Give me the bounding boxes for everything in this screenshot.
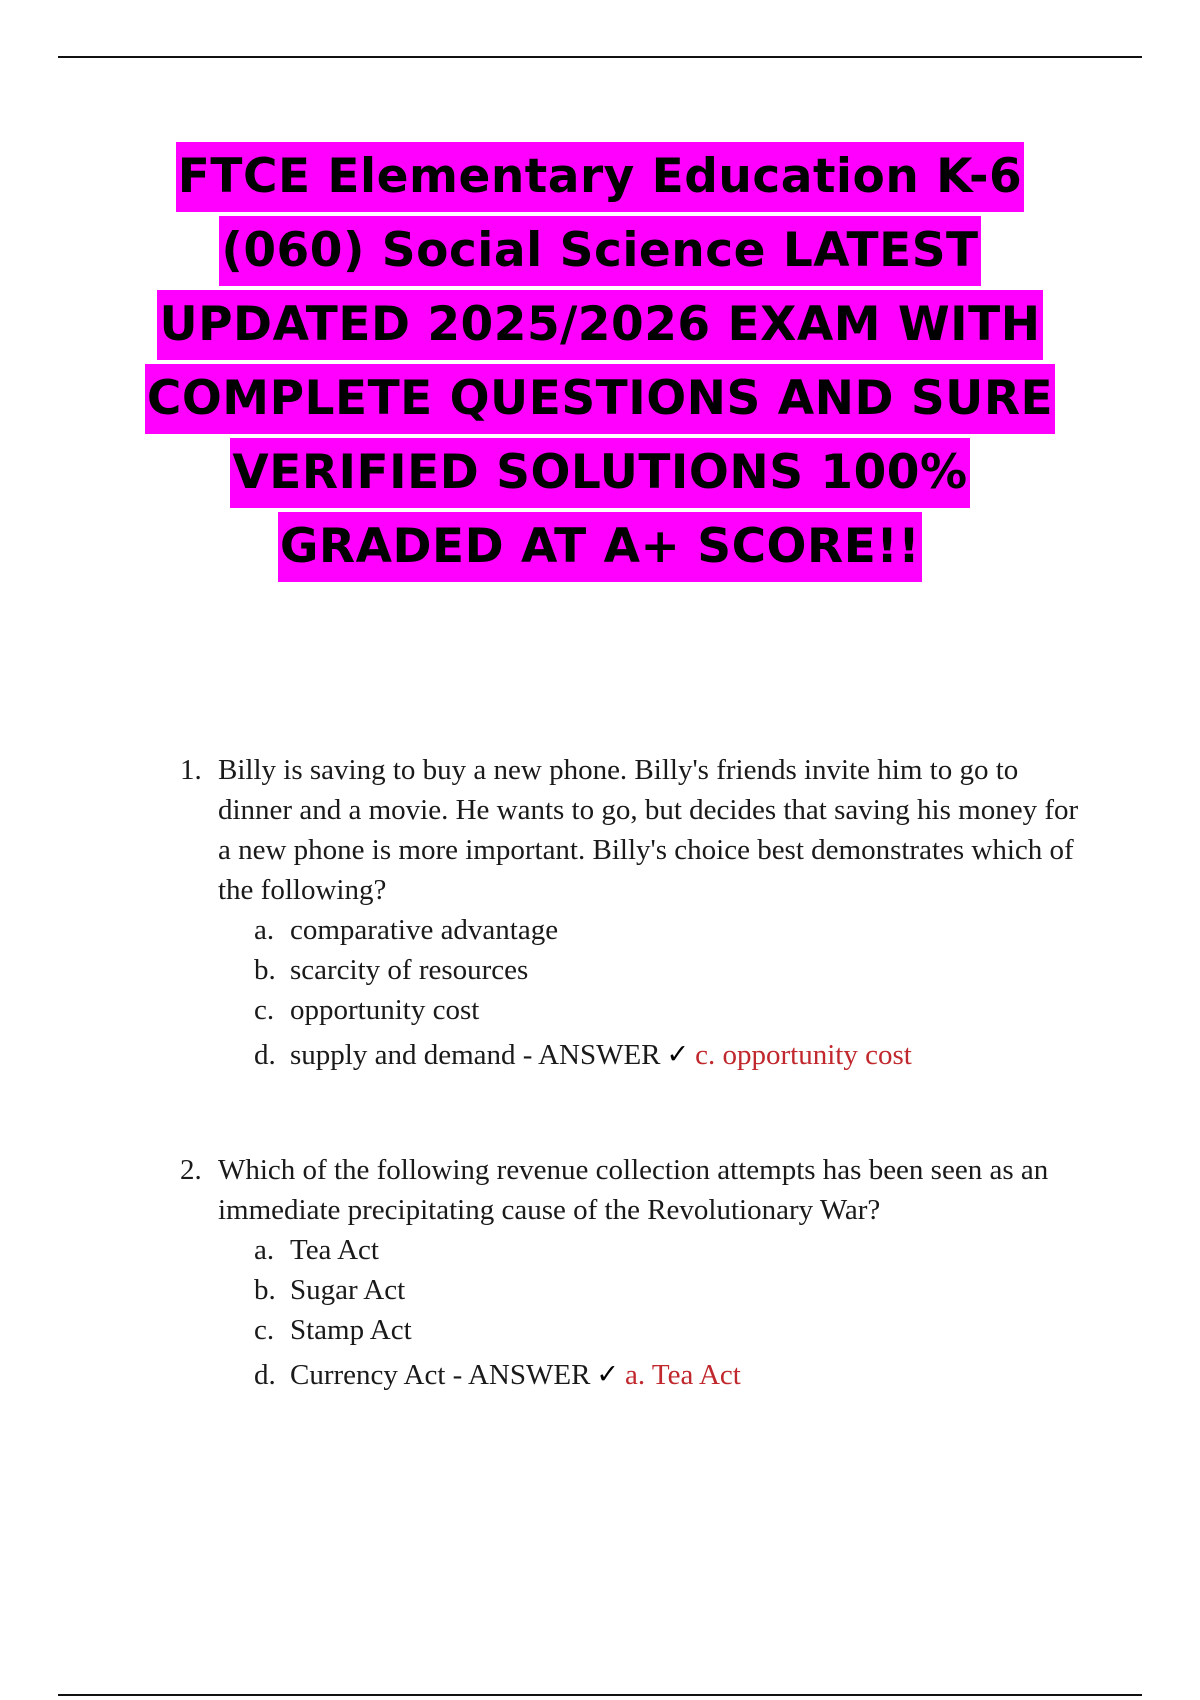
option-text: opportunity cost <box>290 994 480 1026</box>
checkmark-icon: ✓ <box>666 1039 690 1070</box>
option-letter: a. <box>254 1234 275 1266</box>
title-line: FTCE Elementary Education K-6 <box>0 142 1200 216</box>
title-line: UPDATED 2025/2026 EXAM WITH <box>0 290 1200 364</box>
question-stem <box>180 1150 1080 1230</box>
option-letter: c. <box>254 1314 275 1346</box>
option-letter: a. <box>254 914 275 946</box>
question-text: Which of the following revenue collection attempts has been seen as an immediate precipitating cause of the Revolutionary War? <box>218 1154 1049 1226</box>
answer-text: c. opportunity cost <box>695 1039 912 1071</box>
option-text: Currency Act - ANSWER <box>290 1359 591 1391</box>
option-item <box>254 990 1080 1030</box>
title-line: GRADED AT A+ SCORE!! <box>0 512 1200 586</box>
option-letter: c. <box>254 994 275 1026</box>
title-line: (060) Social Science LATEST <box>0 216 1200 290</box>
option-text: scarcity of resources <box>290 954 529 986</box>
option-letter: b. <box>254 1274 276 1306</box>
answer-text: a. Tea Act <box>625 1359 741 1391</box>
question-number: 2. <box>180 1154 202 1186</box>
option-letter: b. <box>254 954 276 986</box>
question-number: 1. <box>180 754 202 786</box>
option-item <box>254 1350 1080 1398</box>
option-letter: d. <box>254 1359 276 1391</box>
option-item <box>254 950 1080 990</box>
option-text: Stamp Act <box>290 1314 412 1346</box>
bottom-rule <box>58 1694 1142 1696</box>
option-item <box>254 1310 1080 1350</box>
option-item <box>254 1230 1080 1270</box>
option-list <box>254 1230 1080 1398</box>
option-item <box>254 1270 1080 1310</box>
option-text: supply and demand - ANSWER <box>290 1039 661 1071</box>
question-1 <box>180 750 1080 1078</box>
question-stem <box>180 750 1080 910</box>
title-line: VERIFIED SOLUTIONS 100% <box>0 438 1200 512</box>
option-letter: d. <box>254 1039 276 1071</box>
option-item <box>254 1030 1080 1078</box>
top-rule <box>58 56 1142 58</box>
option-text: Sugar Act <box>290 1274 406 1306</box>
option-text: Tea Act <box>290 1234 379 1266</box>
checkmark-icon: ✓ <box>596 1359 620 1390</box>
question-2 <box>180 1150 1080 1398</box>
title-line: COMPLETE QUESTIONS AND SURE <box>0 364 1200 438</box>
option-item <box>254 910 1080 950</box>
document-title <box>0 142 1200 586</box>
option-text: comparative advantage <box>290 914 559 946</box>
option-list <box>254 910 1080 1078</box>
question-text: Billy is saving to buy a new phone. Billy's friends invite him to go to dinner and a movie. He wants to go, but decides that saving his money for a new phone is more important. Billy's choice best demonstrates which of the following? <box>218 754 1079 906</box>
